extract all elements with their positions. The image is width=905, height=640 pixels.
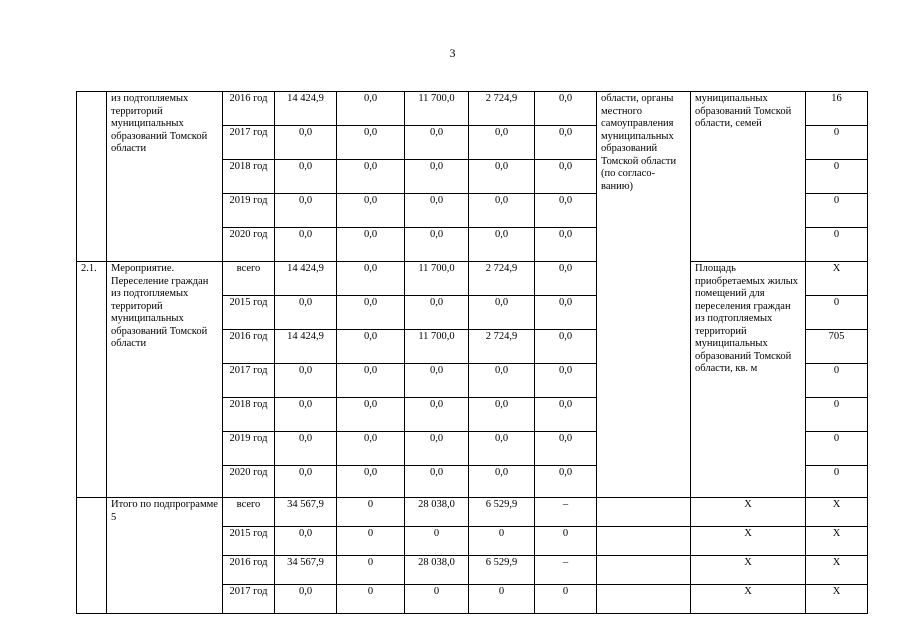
indicator-cell: Х [691, 498, 806, 527]
regional-cell: 11 700,0 [405, 330, 469, 364]
measure-name-cell: из подтопляемых территорий муниципальных образований Томской области [107, 92, 223, 262]
extrabudgetary-cell: 0,0 [535, 432, 597, 466]
regional-cell: 0,0 [405, 194, 469, 228]
table-row [77, 92, 868, 126]
extrabudgetary-cell: – [535, 498, 597, 527]
local-cell: 0,0 [469, 432, 535, 466]
extrabudgetary-cell: 0,0 [535, 262, 597, 296]
regional-cell: 0 [405, 585, 469, 614]
total-cell: 14 424,9 [275, 262, 337, 296]
federal-cell: 0,0 [337, 228, 405, 262]
extrabudgetary-cell: 0,0 [535, 194, 597, 228]
total-cell: 0,0 [275, 364, 337, 398]
table-row [77, 498, 868, 527]
local-cell: 6 529,9 [469, 556, 535, 585]
indicator-value-cell: Х [806, 498, 868, 527]
indicator-value-cell: 0 [806, 194, 868, 228]
year-cell: всего [223, 498, 275, 527]
executor-cell [597, 527, 691, 556]
regional-cell: 0,0 [405, 432, 469, 466]
regional-cell: 0,0 [405, 228, 469, 262]
local-cell: 0,0 [469, 466, 535, 498]
year-cell: 2017 год [223, 585, 275, 614]
indicator-value-cell: 0 [806, 160, 868, 194]
row-number-cell [77, 92, 107, 262]
regional-cell: 0,0 [405, 160, 469, 194]
extrabudgetary-cell: 0,0 [535, 330, 597, 364]
year-cell: 2020 год [223, 466, 275, 498]
indicator-value-cell: 0 [806, 398, 868, 432]
year-cell: 2015 год [223, 527, 275, 556]
total-cell: 0,0 [275, 126, 337, 160]
year-cell: 2016 год [223, 556, 275, 585]
year-cell: 2017 год [223, 126, 275, 160]
year-cell: 2019 год [223, 194, 275, 228]
total-cell: 14 424,9 [275, 92, 337, 126]
year-cell: 2016 год [223, 92, 275, 126]
local-cell: 0,0 [469, 194, 535, 228]
federal-cell: 0,0 [337, 92, 405, 126]
indicator-cell: Х [691, 556, 806, 585]
total-cell: 34 567,9 [275, 556, 337, 585]
total-cell: 0,0 [275, 296, 337, 330]
total-cell: 0,0 [275, 194, 337, 228]
extrabudgetary-cell: 0,0 [535, 228, 597, 262]
total-cell: 0,0 [275, 585, 337, 614]
federal-cell: 0,0 [337, 466, 405, 498]
federal-cell: 0 [337, 527, 405, 556]
indicator-cell: муниципальных образований Томской области, семей [691, 92, 806, 262]
indicator-value-cell: 705 [806, 330, 868, 364]
federal-cell: 0,0 [337, 194, 405, 228]
regional-cell: 0,0 [405, 398, 469, 432]
local-cell: 0,0 [469, 296, 535, 330]
indicator-value-cell: Х [806, 556, 868, 585]
indicator-value-cell: 0 [806, 466, 868, 498]
indicator-value-cell: 0 [806, 228, 868, 262]
local-cell: 0,0 [469, 398, 535, 432]
regional-cell: 0,0 [405, 364, 469, 398]
indicator-value-cell: 16 [806, 92, 868, 126]
federal-cell: 0,0 [337, 296, 405, 330]
local-cell: 0,0 [469, 160, 535, 194]
total-cell: 0,0 [275, 398, 337, 432]
indicator-value-cell: 0 [806, 126, 868, 160]
local-cell: 0,0 [469, 364, 535, 398]
total-cell: 0,0 [275, 160, 337, 194]
federal-cell: 0 [337, 556, 405, 585]
executor-cell: области, органы местного самоуправления муниципальных образований Томской области (по согласо-ванию) [597, 92, 691, 498]
executor-cell [597, 498, 691, 527]
year-cell: 2016 год [223, 330, 275, 364]
year-cell: 2020 год [223, 228, 275, 262]
row-number-cell: 2.1. [77, 262, 107, 498]
indicator-cell: Площадь приобретаемых жилых помещений для переселения граждан из подтопляемых территорий муниципальных образований Томской области, кв. м [691, 262, 806, 498]
total-cell: 0,0 [275, 228, 337, 262]
indicator-cell: Х [691, 527, 806, 556]
extrabudgetary-cell: 0,0 [535, 92, 597, 126]
extrabudgetary-cell: 0,0 [535, 364, 597, 398]
extrabudgetary-cell: – [535, 556, 597, 585]
regional-cell: 0,0 [405, 296, 469, 330]
federal-cell: 0 [337, 585, 405, 614]
subprogram-budget-table [76, 91, 868, 614]
regional-cell: 0,0 [405, 126, 469, 160]
local-cell: 0 [469, 585, 535, 614]
indicator-value-cell: Х [806, 527, 868, 556]
measure-name-cell: Итого по подпрограмме 5 [107, 498, 223, 614]
federal-cell: 0,0 [337, 126, 405, 160]
regional-cell: 28 038,0 [405, 556, 469, 585]
executor-cell [597, 585, 691, 614]
executor-cell [597, 556, 691, 585]
local-cell: 2 724,9 [469, 262, 535, 296]
extrabudgetary-cell: 0,0 [535, 126, 597, 160]
total-cell: 34 567,9 [275, 498, 337, 527]
extrabudgetary-cell: 0,0 [535, 466, 597, 498]
regional-cell: 0 [405, 527, 469, 556]
federal-cell: 0,0 [337, 398, 405, 432]
federal-cell: 0,0 [337, 330, 405, 364]
extrabudgetary-cell: 0,0 [535, 398, 597, 432]
extrabudgetary-cell: 0,0 [535, 160, 597, 194]
year-cell: 2018 год [223, 160, 275, 194]
local-cell: 0 [469, 527, 535, 556]
federal-cell: 0,0 [337, 160, 405, 194]
regional-cell: 0,0 [405, 466, 469, 498]
extrabudgetary-cell: 0,0 [535, 296, 597, 330]
indicator-value-cell: 0 [806, 432, 868, 466]
year-cell: 2017 год [223, 364, 275, 398]
federal-cell: 0 [337, 498, 405, 527]
indicator-value-cell: Х [806, 585, 868, 614]
federal-cell: 0,0 [337, 432, 405, 466]
indicator-cell: Х [691, 585, 806, 614]
federal-cell: 0,0 [337, 364, 405, 398]
local-cell: 0,0 [469, 228, 535, 262]
year-cell: 2015 год [223, 296, 275, 330]
indicator-value-cell: 0 [806, 296, 868, 330]
row-number-cell [77, 498, 107, 614]
year-cell: 2018 год [223, 398, 275, 432]
federal-cell: 0,0 [337, 262, 405, 296]
total-cell: 0,0 [275, 432, 337, 466]
indicator-value-cell: 0 [806, 364, 868, 398]
local-cell: 6 529,9 [469, 498, 535, 527]
local-cell: 2 724,9 [469, 330, 535, 364]
total-cell: 0,0 [275, 527, 337, 556]
page-number: 3 [449, 46, 456, 60]
regional-cell: 11 700,0 [405, 262, 469, 296]
regional-cell: 11 700,0 [405, 92, 469, 126]
local-cell: 0,0 [469, 126, 535, 160]
table-row [77, 262, 868, 296]
local-cell: 2 724,9 [469, 92, 535, 126]
measure-name-cell: Мероприятие. Переселение граждан из подтопляемых территорий муниципальных образований Томской области [107, 262, 223, 498]
extrabudgetary-cell: 0 [535, 527, 597, 556]
indicator-value-cell: Х [806, 262, 868, 296]
total-cell: 0,0 [275, 466, 337, 498]
extrabudgetary-cell: 0 [535, 585, 597, 614]
regional-cell: 28 038,0 [405, 498, 469, 527]
year-cell: всего [223, 262, 275, 296]
year-cell: 2019 год [223, 432, 275, 466]
total-cell: 14 424,9 [275, 330, 337, 364]
